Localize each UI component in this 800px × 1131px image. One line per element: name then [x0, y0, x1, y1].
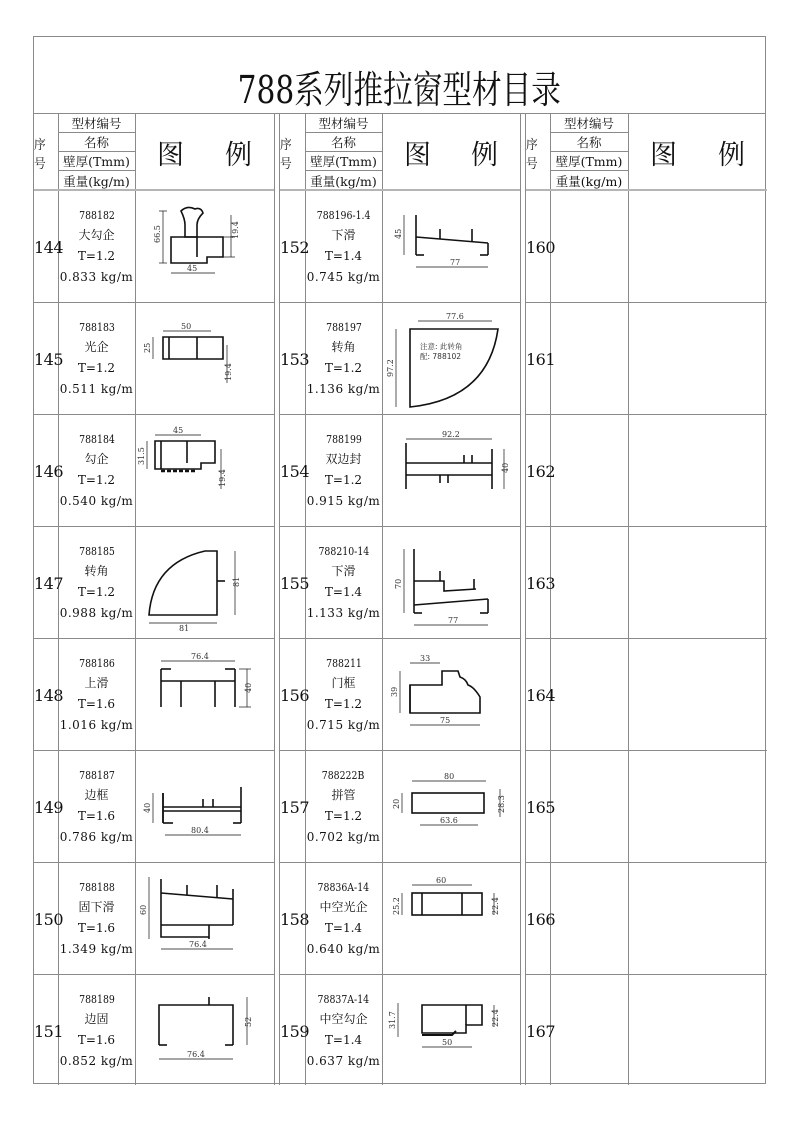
profile-info — [305, 303, 382, 415]
catalog-row — [34, 415, 274, 527]
seq-number: 153 — [280, 349, 310, 369]
seq-number: 152 — [280, 237, 310, 257]
seq-number: 167 — [526, 1021, 556, 1041]
svg-text:22.4: 22.4 — [491, 1009, 500, 1027]
figure-header-char-1: 图 — [157, 140, 184, 171]
column-header — [280, 114, 520, 191]
figure-header-char-1: 图 — [404, 140, 431, 171]
section-divider — [520, 114, 521, 1085]
seq-header: 序号 — [280, 137, 292, 172]
profile-info — [58, 639, 135, 751]
profile-weight: 1.136 kg/m — [306, 382, 381, 396]
seq-number: 144 — [34, 237, 64, 257]
svg-text:19.4: 19.4 — [231, 221, 240, 239]
svg-text:80: 80 — [444, 772, 455, 781]
svg-text:45: 45 — [394, 228, 403, 239]
svg-text:配: 788102: 配: 788102 — [420, 352, 462, 361]
profile-info — [305, 863, 382, 975]
profile-name: 中空勾企 — [319, 1012, 368, 1026]
profile-cross-section-drawing — [135, 751, 274, 863]
profile-info — [58, 415, 135, 527]
svg-text:25.2: 25.2 — [392, 897, 401, 915]
code-header: 型材编号 — [550, 114, 628, 133]
profile-code: 78836A-14 — [317, 881, 370, 894]
profile-name: 大勾企 — [78, 228, 115, 242]
profile-cross-section-drawing — [382, 863, 520, 975]
svg-text:31.7: 31.7 — [388, 1011, 397, 1029]
seq-number: 158 — [280, 909, 310, 929]
catalog-row — [526, 527, 767, 639]
seq-header: 序号 — [34, 137, 46, 172]
profile-cross-section-drawing — [135, 415, 274, 527]
profile-thickness: T=1.2 — [77, 473, 116, 487]
weight-header: 重量(kg/m) — [310, 173, 377, 189]
profile-name: 边固 — [84, 1012, 109, 1026]
profile-name: 下滑 — [331, 228, 356, 242]
profile-code: 788197 — [325, 321, 362, 334]
code-header: 型材编号 — [58, 114, 135, 133]
profile-thickness: T=1.4 — [324, 921, 363, 935]
profile-name: 勾企 — [84, 452, 109, 466]
catalog-row — [34, 191, 274, 303]
figure-header-char-2: 例 — [471, 140, 498, 171]
svg-text:40: 40 — [244, 682, 253, 693]
profile-weight: 1.016 kg/m — [59, 718, 134, 732]
catalog-row — [34, 303, 274, 415]
svg-text:80.4: 80.4 — [191, 826, 209, 835]
profile-thickness: T=1.2 — [77, 585, 116, 599]
profile-thickness: T=1.2 — [324, 473, 363, 487]
profile-code: 788210-14 — [318, 545, 369, 558]
profile-name: 固下滑 — [78, 900, 115, 914]
svg-text:45: 45 — [173, 426, 184, 435]
catalog-row — [526, 191, 767, 303]
profile-code: 788183 — [78, 321, 115, 334]
catalog-row — [34, 639, 274, 751]
profile-info — [58, 975, 135, 1087]
catalog-row — [526, 751, 767, 863]
thickness-header: 壁厚(Tmm) — [58, 152, 135, 171]
svg-text:81: 81 — [179, 624, 190, 633]
profile-name: 双边封 — [325, 452, 362, 466]
svg-text:70: 70 — [394, 578, 403, 589]
svg-text:63.6: 63.6 — [440, 816, 458, 825]
profile-figure-hook-sash-large — [135, 191, 274, 303]
profile-weight: 0.786 kg/m — [59, 830, 134, 844]
profile-info — [58, 751, 135, 863]
seq-header: 序号 — [526, 137, 538, 172]
svg-text:52: 52 — [244, 1016, 253, 1027]
catalog-row — [280, 303, 520, 415]
svg-text:50: 50 — [181, 322, 192, 331]
profile-code: 788184 — [78, 433, 115, 446]
seq-number: 150 — [34, 909, 64, 929]
profile-weight: 0.915 kg/m — [306, 494, 381, 508]
profile-name: 转角 — [331, 340, 356, 354]
svg-text:28.3: 28.3 — [497, 795, 506, 813]
profile-weight: 0.745 kg/m — [306, 270, 381, 284]
seq-number: 147 — [34, 573, 64, 593]
profile-cross-section-drawing — [135, 863, 274, 975]
profile-figure-side-fixed — [135, 975, 274, 1087]
svg-text:60: 60 — [436, 876, 447, 885]
profile-figure-side-frame — [135, 751, 274, 863]
svg-text:31.5: 31.5 — [137, 447, 146, 465]
profile-weight: 0.715 kg/m — [306, 718, 381, 732]
catalog-row — [34, 975, 274, 1087]
catalog-row — [526, 303, 767, 415]
profile-info — [58, 863, 135, 975]
profile-name: 拼管 — [331, 788, 356, 802]
catalog-title: 788系列推拉窗型材目录 — [237, 68, 562, 112]
seq-number: 146 — [34, 461, 64, 481]
profile-thickness: T=1.2 — [324, 809, 363, 823]
profile-thickness: T=1.6 — [77, 809, 116, 823]
profile-info — [58, 527, 135, 639]
profile-code: 788185 — [78, 545, 115, 558]
catalog-section-1 — [34, 114, 274, 1085]
svg-text:50: 50 — [442, 1038, 453, 1047]
weight-header: 重量(kg/m) — [555, 173, 623, 189]
profile-figure-bottom-track — [382, 191, 520, 303]
profile-figure-door-frame — [382, 639, 520, 751]
name-header: 名称 — [58, 133, 135, 152]
profile-weight: 0.988 kg/m — [59, 606, 134, 620]
catalog-row — [280, 639, 520, 751]
profile-cross-section-drawing — [135, 191, 274, 303]
svg-text:92.2: 92.2 — [442, 430, 460, 439]
svg-text:45: 45 — [187, 264, 198, 273]
svg-text:77: 77 — [448, 616, 459, 625]
catalog-section-3 — [526, 114, 767, 1085]
profile-code: 788189 — [78, 993, 115, 1006]
name-header: 名称 — [550, 133, 628, 152]
profile-figure-hook-sash — [135, 415, 274, 527]
catalog-row — [34, 527, 274, 639]
seq-number: 159 — [280, 1021, 310, 1041]
seq-number: 154 — [280, 461, 310, 481]
profile-thickness: T=1.2 — [324, 361, 363, 375]
profile-info — [305, 975, 382, 1087]
catalog-title-row — [34, 37, 765, 114]
seq-number: 163 — [526, 573, 556, 593]
svg-text:75: 75 — [440, 716, 451, 725]
catalog-row — [526, 415, 767, 527]
svg-text:60: 60 — [139, 904, 148, 915]
seq-number: 164 — [526, 685, 556, 705]
profile-thickness: T=1.6 — [77, 1033, 116, 1047]
profile-weight: 0.540 kg/m — [59, 494, 134, 508]
profile-cross-section-drawing — [382, 191, 520, 303]
catalog-row — [526, 975, 767, 1087]
seq-number: 145 — [34, 349, 64, 369]
profile-code: 788196-1.4 — [316, 209, 371, 222]
figure-header — [382, 114, 520, 191]
profile-name: 上滑 — [84, 676, 109, 690]
seq-number: 149 — [34, 797, 64, 817]
seq-number: 166 — [526, 909, 556, 929]
catalog-row — [34, 751, 274, 863]
profile-figure-corner-large — [382, 303, 520, 415]
profile-thickness: T=1.6 — [77, 697, 116, 711]
column-header — [34, 114, 274, 191]
profile-name: 转角 — [84, 564, 109, 578]
svg-text:76.4: 76.4 — [187, 1050, 205, 1059]
profile-figure-hollow-plain-sash — [382, 863, 520, 975]
profile-figure-fixed-bottom-track — [135, 863, 274, 975]
profile-cross-section-drawing — [382, 527, 520, 639]
catalog-row — [34, 863, 274, 975]
svg-text:77.6: 77.6 — [446, 312, 464, 321]
profile-code: 788186 — [78, 657, 115, 670]
profile-weight: 0.637 kg/m — [306, 1054, 381, 1068]
profile-info — [305, 191, 382, 303]
svg-text:20: 20 — [392, 798, 401, 809]
profile-thickness: T=1.6 — [77, 921, 116, 935]
profile-cross-section-drawing — [382, 415, 520, 527]
profile-info — [305, 415, 382, 527]
svg-text:40: 40 — [143, 802, 152, 813]
figure-header — [628, 114, 767, 191]
profile-figure-plain-sash — [135, 303, 274, 415]
profile-figure-hollow-hook-sash — [382, 975, 520, 1087]
profile-figure-bottom-track-stepped — [382, 527, 520, 639]
profile-info — [58, 303, 135, 415]
profile-name: 边框 — [84, 788, 109, 802]
seq-number: 156 — [280, 685, 310, 705]
catalog-row — [526, 863, 767, 975]
profile-code: 78837A-14 — [317, 993, 370, 1006]
profile-name: 门框 — [331, 676, 356, 690]
catalog-sheet — [33, 36, 766, 1084]
svg-text:81: 81 — [232, 576, 241, 587]
profile-figure-top-track — [135, 639, 274, 751]
profile-weight: 0.833 kg/m — [59, 270, 134, 284]
profile-code: 788188 — [78, 881, 115, 894]
figure-header — [135, 114, 274, 191]
seq-number: 165 — [526, 797, 556, 817]
catalog-row — [526, 639, 767, 751]
figure-header-char-2: 例 — [225, 140, 252, 171]
seq-number: 155 — [280, 573, 310, 593]
svg-text:76.4: 76.4 — [191, 652, 209, 661]
catalog-row — [280, 415, 520, 527]
profile-thickness: T=1.4 — [324, 585, 363, 599]
svg-text:22.4: 22.4 — [491, 897, 500, 915]
column-header — [526, 114, 767, 191]
thickness-header: 壁厚(Tmm) — [550, 152, 628, 171]
svg-text:19.4: 19.4 — [218, 469, 227, 487]
figure-header-char-1: 图 — [650, 140, 677, 171]
profile-code: 788222B — [322, 769, 365, 782]
profile-cross-section-drawing — [135, 639, 274, 751]
profile-code: 788211 — [325, 657, 362, 670]
section-divider — [274, 114, 275, 1085]
svg-text:97.2: 97.2 — [386, 359, 395, 377]
thickness-header: 壁厚(Tmm) — [305, 152, 382, 171]
name-header: 名称 — [305, 133, 382, 152]
profile-name: 光企 — [84, 340, 109, 354]
profile-cross-section-drawing — [135, 975, 274, 1087]
svg-text:66.5: 66.5 — [153, 225, 162, 243]
seq-number: 160 — [526, 237, 556, 257]
profile-cross-section-drawing — [382, 751, 520, 863]
profile-weight: 0.852 kg/m — [59, 1054, 134, 1068]
profile-code: 788199 — [325, 433, 362, 446]
profile-figure-joint-tube — [382, 751, 520, 863]
profile-cross-section-drawing — [135, 527, 274, 639]
profile-figure-corner — [135, 527, 274, 639]
profile-thickness: T=1.2 — [324, 697, 363, 711]
catalog-row — [280, 751, 520, 863]
svg-text:33: 33 — [420, 654, 431, 663]
profile-cross-section-drawing — [135, 303, 274, 415]
profile-info — [305, 639, 382, 751]
catalog-row — [280, 191, 520, 303]
profile-thickness: T=1.4 — [324, 1033, 363, 1047]
profile-code: 788187 — [78, 769, 115, 782]
svg-text:25: 25 — [143, 342, 152, 353]
profile-cross-section-drawing — [382, 303, 520, 415]
svg-text:39: 39 — [390, 686, 399, 697]
profile-weight: 0.511 kg/m — [59, 382, 134, 396]
catalog-row — [280, 527, 520, 639]
seq-number: 161 — [526, 349, 556, 369]
profile-weight: 1.133 kg/m — [306, 606, 381, 620]
profile-cross-section-drawing — [382, 975, 520, 1087]
profile-thickness: T=1.2 — [77, 249, 116, 263]
profile-weight: 1.349 kg/m — [59, 942, 134, 956]
profile-name: 下滑 — [331, 564, 356, 578]
profile-figure-double-side-seal — [382, 415, 520, 527]
seq-number: 148 — [34, 685, 64, 705]
svg-text:40: 40 — [501, 462, 510, 473]
profile-info — [58, 191, 135, 303]
profile-info — [305, 527, 382, 639]
figure-header-char-2: 例 — [718, 140, 745, 171]
catalog-row — [280, 863, 520, 975]
profile-thickness: T=1.4 — [324, 249, 363, 263]
code-header: 型材编号 — [305, 114, 382, 133]
svg-text:76.4: 76.4 — [189, 940, 207, 949]
profile-name: 中空光企 — [319, 900, 368, 914]
profile-cross-section-drawing — [382, 639, 520, 751]
catalog-row — [280, 975, 520, 1087]
svg-text:77: 77 — [450, 258, 461, 267]
seq-number: 151 — [34, 1021, 64, 1041]
svg-text:19.4: 19.4 — [224, 363, 233, 381]
profile-thickness: T=1.2 — [77, 361, 116, 375]
weight-header: 重量(kg/m) — [63, 173, 130, 189]
profile-code: 788182 — [78, 209, 115, 222]
svg-text:注意: 此转角: 注意: 此转角 — [420, 342, 463, 351]
seq-number: 162 — [526, 461, 556, 481]
profile-weight: 0.702 kg/m — [306, 830, 381, 844]
profile-weight: 0.640 kg/m — [306, 942, 381, 956]
profile-info — [305, 751, 382, 863]
seq-number: 157 — [280, 797, 310, 817]
catalog-section-2 — [280, 114, 520, 1085]
